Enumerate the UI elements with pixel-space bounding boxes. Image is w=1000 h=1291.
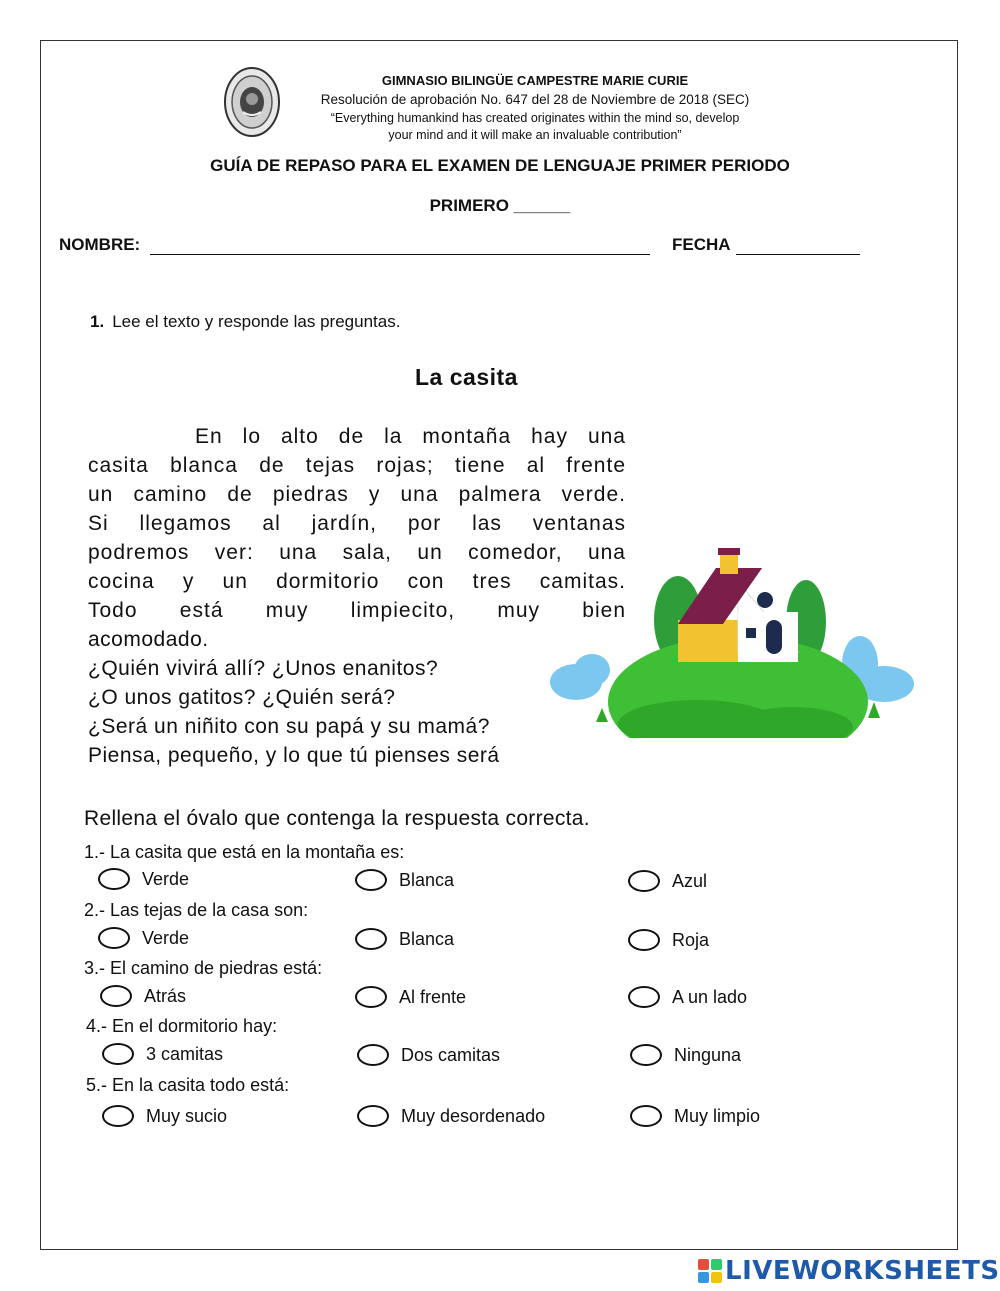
answer-oval[interactable] <box>102 1105 134 1127</box>
school-name: GIMNASIO BILINGÜE CAMPESTRE MARIE CURIE <box>381 73 689 88</box>
answer-oval[interactable] <box>98 927 130 949</box>
answer-oval[interactable] <box>357 1044 389 1066</box>
answer-label: Azul <box>672 870 708 891</box>
instruction-number: 1. <box>90 312 105 331</box>
answer-oval[interactable] <box>628 929 660 951</box>
answer-oval[interactable] <box>98 868 130 890</box>
story-text <box>88 422 626 770</box>
answer-label: Roja <box>672 929 710 950</box>
answer-label: Dos camitas <box>401 1044 501 1065</box>
quiz-instruction: Rellena el óvalo que contenga la respuesta correcta. <box>84 807 590 830</box>
watermark-text: LIVEWORKSHEETS <box>725 1256 1000 1286</box>
answer-label: Muy limpio <box>674 1105 761 1126</box>
answer-label: Ninguna <box>674 1044 742 1065</box>
answer-option[interactable] <box>100 985 186 1007</box>
answer-oval[interactable] <box>357 1105 389 1127</box>
answer-option[interactable] <box>628 986 747 1008</box>
answer-label: A un lado <box>672 986 748 1007</box>
answer-oval[interactable] <box>355 869 387 891</box>
answer-option[interactable] <box>628 929 709 951</box>
school-motto <box>285 110 785 144</box>
answer-option[interactable] <box>357 1044 500 1066</box>
answer-label: Atrás <box>144 985 187 1006</box>
answer-oval[interactable] <box>628 986 660 1008</box>
page-title: GUÍA DE REPASO PARA EL EXAMEN DE LENGUAJE PRIMER PERIODO <box>210 156 790 175</box>
motto-line-1: “Everything humankind has created originates within the mind so, develop <box>330 111 740 125</box>
instruction-1 <box>90 312 400 332</box>
story-line: Piensa, pequeño, y lo que tú pienses será <box>88 744 500 767</box>
motto-line-2: your mind and it will make an invaluable contribution” <box>388 128 682 142</box>
answer-oval[interactable] <box>100 985 132 1007</box>
grade-label: PRIMERO ______ <box>429 196 571 215</box>
instruction-text: Lee el texto y responde las preguntas. <box>112 312 401 331</box>
house-on-hill-illustration <box>548 542 920 738</box>
answer-option[interactable] <box>98 868 189 890</box>
answer-label: Blanca <box>399 869 455 890</box>
question-1: 1.- La casita que está en la montaña es: <box>84 842 405 862</box>
story-line: ¿O unos gatitos? ¿Quién será? <box>88 686 396 709</box>
story-line: acomodado. <box>88 628 209 651</box>
story-title: La casita <box>415 364 518 390</box>
answer-oval[interactable] <box>355 928 387 950</box>
answer-option[interactable] <box>357 1105 545 1127</box>
date-field[interactable] <box>736 254 860 255</box>
story-line: ¿Quién vivirá allí? ¿Unos enanitos? <box>88 657 439 680</box>
question-4: 4.- En el dormitorio hay: <box>86 1016 278 1036</box>
answer-label: Blanca <box>399 928 455 949</box>
school-seal-logo <box>223 66 281 138</box>
liveworksheets-logo-icon <box>698 1259 722 1283</box>
story-line: cocina y un dormitorio con tres camitas. <box>88 570 626 593</box>
answer-option[interactable] <box>102 1043 223 1065</box>
answer-option[interactable] <box>355 928 454 950</box>
story-line: un camino de piedras y una palmera verde. <box>88 483 626 506</box>
question-5: 5.- En la casita todo está: <box>86 1075 290 1095</box>
answer-label: Verde <box>142 927 190 948</box>
liveworksheets-watermark <box>698 1256 1000 1286</box>
answer-option[interactable] <box>102 1105 227 1127</box>
answer-option[interactable] <box>355 869 454 891</box>
answer-label: Al frente <box>399 986 467 1007</box>
answer-option[interactable] <box>355 986 466 1008</box>
date-label: FECHA <box>672 235 731 254</box>
story-line: En lo alto de la montaña hay una <box>195 425 626 448</box>
question-2: 2.- Las tejas de la casa son: <box>84 900 309 920</box>
answer-option[interactable] <box>628 870 707 892</box>
answer-label: Muy desordenado <box>401 1105 546 1126</box>
answer-label: 3 camitas <box>146 1043 224 1064</box>
story-line: casita blanca de tejas rojas; tiene al frente <box>88 454 626 477</box>
name-field[interactable] <box>150 254 650 255</box>
answer-oval[interactable] <box>628 870 660 892</box>
question-3: 3.- El camino de piedras está: <box>84 958 323 978</box>
name-label: NOMBRE: <box>59 235 141 254</box>
answer-oval[interactable] <box>355 986 387 1008</box>
approval-resolution: Resolución de aprobación No. 647 del 28 de Noviembre de 2018 (SEC) <box>320 92 750 107</box>
answer-label: Verde <box>142 868 190 889</box>
story-line: Si llegamos al jardín, por las ventanas <box>88 512 626 535</box>
story-line: podremos ver: una sala, un comedor, una <box>88 541 626 564</box>
story-line: ¿Será un niñito con su papá y su mamá? <box>88 715 490 738</box>
answer-option[interactable] <box>98 927 189 949</box>
answer-option[interactable] <box>630 1044 741 1066</box>
answer-oval[interactable] <box>630 1105 662 1127</box>
answer-oval[interactable] <box>630 1044 662 1066</box>
answer-option[interactable] <box>630 1105 760 1127</box>
answer-oval[interactable] <box>102 1043 134 1065</box>
answer-label: Muy sucio <box>146 1105 228 1126</box>
story-line: Todo está muy limpiecito, muy bien <box>88 599 626 622</box>
